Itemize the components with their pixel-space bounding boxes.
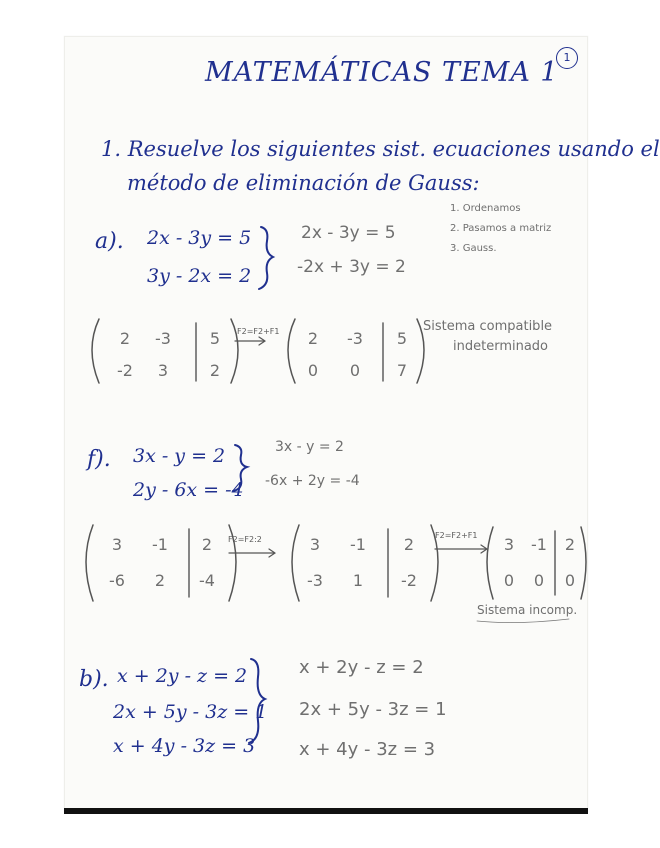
page-title: MATEMÁTICAS TEMA 1	[205, 57, 559, 88]
f-m2-r1c2: -1	[350, 535, 366, 554]
f-m1-r2c2: 2	[154, 571, 166, 590]
brace-f	[233, 445, 247, 491]
page-bottom-edge	[64, 808, 588, 814]
f-m1-r1c2: -1	[152, 535, 168, 554]
part-a-ordered2: -2x + 3y = 2	[297, 257, 406, 277]
f-m2-r2c3: -2	[401, 571, 417, 590]
a-result-line2: indeterminado	[453, 339, 548, 354]
steps-note-2: 2. Pasamos a matriz	[450, 223, 552, 234]
part-b-eq2: 2x + 5y - 3z = 1	[113, 701, 268, 723]
brace-b	[249, 659, 265, 743]
a-m2-left-paren	[288, 319, 295, 383]
exercise-statement-line2: método de eliminación de Gauss:	[127, 171, 480, 195]
f-m2-r2c2: 1	[352, 571, 364, 590]
a-m2-r2c3: 7	[396, 361, 408, 380]
a-operation-label: F2=F2+F1	[237, 327, 280, 336]
f-m3-r1c3: 2	[564, 535, 576, 554]
a-m1-r2c3: 2	[209, 361, 221, 380]
part-b-eq3: x + 4y - 3z = 3	[113, 735, 256, 757]
notebook-page	[64, 36, 660, 812]
f-m2-r1c3: 2	[403, 535, 415, 554]
a-m2-right-paren	[417, 319, 424, 383]
f-m3-r2c3: 0	[564, 571, 576, 590]
a-m2-r1c3: 5	[396, 329, 408, 348]
f-m3-r2c1: 0	[503, 571, 515, 590]
a-m1-left-paren	[92, 319, 99, 383]
part-f-ordered2: -6x + 2y = -4	[265, 473, 360, 489]
f-m1-left-paren	[86, 525, 93, 601]
f-m3-right-paren	[581, 527, 586, 599]
exercise-statement-line1: 1. Resuelve los siguientes sist. ecuaciones usando el	[101, 137, 660, 161]
part-b-ordered2: 2x + 5y - 3z = 1	[299, 699, 447, 720]
a-m1-r1c3: 5	[209, 329, 221, 348]
a-m1-r2c2: 3	[157, 361, 169, 380]
part-b-label: b).	[79, 667, 109, 692]
part-a-ordered1: 2x - 3y = 5	[301, 223, 396, 243]
f-result-underline	[477, 619, 569, 623]
part-b-ordered3: x + 4y - 3z = 3	[299, 739, 436, 760]
part-a-eq2: 3y - 2x = 2	[147, 265, 252, 287]
part-b-ordered1: x + 2y - z = 2	[299, 657, 424, 678]
a-m1-r2c1: -2	[117, 361, 133, 380]
a-m1-r1c2: -3	[155, 329, 171, 348]
f-m3-left-paren	[487, 527, 493, 599]
a-m2-r1c1: 2	[307, 329, 319, 348]
steps-note-3: 3. Gauss.	[450, 243, 497, 254]
a-m1-right-paren	[231, 319, 238, 383]
steps-note-1: 1. Ordenamos	[450, 203, 521, 214]
f-m1-r2c3: -4	[199, 571, 215, 590]
a-m2-r2c2: 0	[349, 361, 361, 380]
f-m2-right-paren	[431, 525, 438, 601]
f-m2-left-paren	[292, 525, 299, 601]
part-f-label: f).	[87, 447, 111, 472]
a-m1-r1c1: 2	[119, 329, 131, 348]
f-m2-r2c1: -3	[307, 571, 323, 590]
f-m3-r1c2: -1	[531, 535, 547, 554]
f-m3-r1c1: 3	[503, 535, 515, 554]
a-m2-r1c2: -3	[347, 329, 363, 348]
f-m1-right-paren	[229, 525, 236, 601]
a-result-line1: Sistema compatible	[423, 319, 553, 334]
f-m3-r2c2: 0	[533, 571, 545, 590]
f-operation2-label: F2=F2+F1	[435, 531, 478, 540]
part-a-eq1: 2x - 3y = 5	[147, 227, 252, 249]
part-f-eq2: 2y - 6x = -4	[133, 479, 244, 501]
a-m2-r2c1: 0	[307, 361, 319, 380]
f-m2-r1c1: 3	[309, 535, 321, 554]
part-f-eq1: 3x - y = 2	[133, 445, 226, 467]
part-b-eq1: x + 2y - z = 2	[117, 665, 248, 687]
f-arrow-2	[435, 545, 487, 553]
page-number: 1	[556, 47, 578, 69]
a-arrow	[235, 337, 265, 345]
brace-a	[259, 227, 273, 289]
part-a-label: a).	[95, 229, 124, 254]
f-operation1-label: F2=F2:2	[228, 535, 262, 544]
f-m1-r1c1: 3	[111, 535, 123, 554]
f-m1-r2c1: -6	[109, 571, 125, 590]
f-m1-r1c3: 2	[201, 535, 213, 554]
part-f-ordered1: 3x - y = 2	[275, 439, 344, 455]
f-result: Sistema incomp.	[477, 603, 578, 617]
ink-strokes	[65, 37, 587, 811]
